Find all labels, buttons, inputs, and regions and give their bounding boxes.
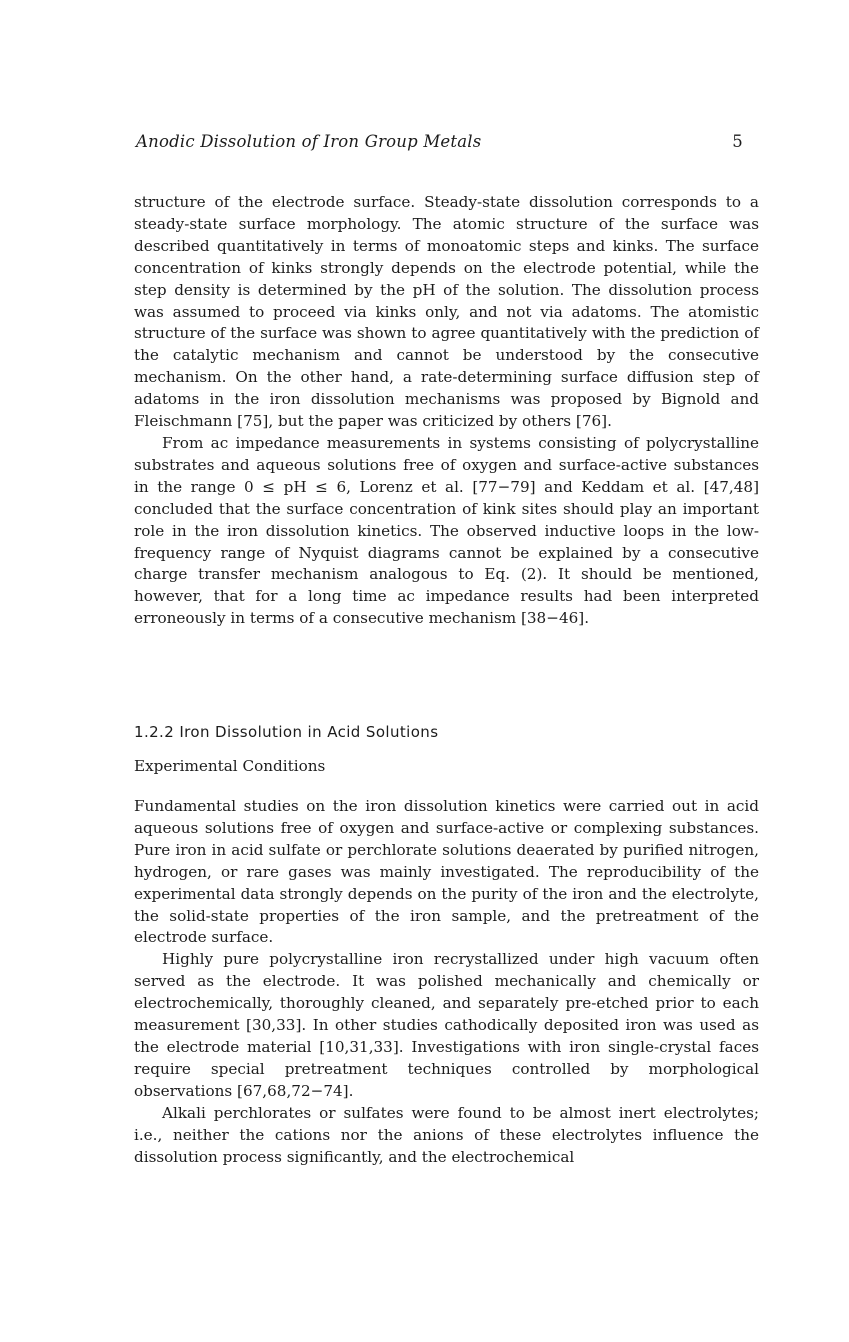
- paragraph: Highly pure polycrystalline iron recrystallized under high vacuum often served as the electrode. It was polished mechanically and chemically or electrochemically, thoroughly cleaned, and separately pre-etched prior to each measurement [30,33]. In other studies cathodically deposited iron was used as the electrode material [10,31,33]. Investigations with iron single-crystal faces require special pretreatment techniques controlled by morphological observations [67,68,72−74].: [134, 950, 759, 1100]
- running-header: [136, 132, 743, 156]
- paragraph: Fundamental studies on the iron dissolution kinetics were carried out in acid aqueous solutions free of oxygen and surface-active or complexing substances. Pure iron in acid sulfate or perchlorate solutions deaerated by purified nitrogen, hydrogen, or rare gases was mainly investigated. The reproducibility of the experimental data strongly depends on the purity of the iron and the electrolyte, the solid-state properties of the iron sample, and the pretreatment of the electrode surface.: [134, 797, 759, 947]
- subsection-heading: Experimental Conditions: [134, 757, 326, 775]
- section-heading: 1.2.2 Iron Dissolution in Acid Solutions: [134, 723, 439, 741]
- running-title: Anodic Dissolution of Iron Group Metals: [136, 132, 482, 151]
- body-text-after-section: [134, 796, 759, 1168]
- page-number: 5: [732, 132, 743, 151]
- paragraph: From ac impedance measurements in systems consisting of polycrystalline substrates and aqueous solutions free of oxygen and surface-active substances in the range 0 ≤ pH ≤ 6, Lorenz et al. [77−79] and Keddam et al. [47,48] concluded that the surface concentration of kink sites should play an important role in the iron dissolution kinetics. The observed inductive loops in the low-frequency range of Nyquist diagrams cannot be explained by a consecutive charge transfer mechanism analogous to Eq. (2). It should be mentioned, however, that for a long time ac impedance results had been interpreted erroneously in terms of a consecutive mechanism [38−46].: [134, 433, 759, 628]
- paragraph: Alkali perchlorates or sulfates were found to be almost inert electrolytes; i.e., neither the cations nor the anions of these electrolytes influence the dissolution process significantly, and the electrochemical: [134, 1103, 759, 1166]
- paragraph: structure of the electrode surface. Steady-state dissolution corresponds to a steady-state surface morphology. The atomic structure of the surface was described quantitatively in terms of monoatomic steps and kinks. The surface concentration of kinks strongly depends on the electrode potential, while the step density is determined by the pH of the solution. The dissolution process was assumed to proceed via kinks only, and not via adatoms. The atomistic structure of the surface was shown to agree quantitatively with the prediction of the catalytic mechanism and cannot be understood by the consecutive mechanism. On the other hand, a rate-determining surface diffusion step of adatoms in the iron dissolution mechanisms was proposed by Bignold and Fleischmann [75], but the paper was criticized by others [76].: [134, 193, 759, 431]
- body-text-before-section: [134, 192, 759, 630]
